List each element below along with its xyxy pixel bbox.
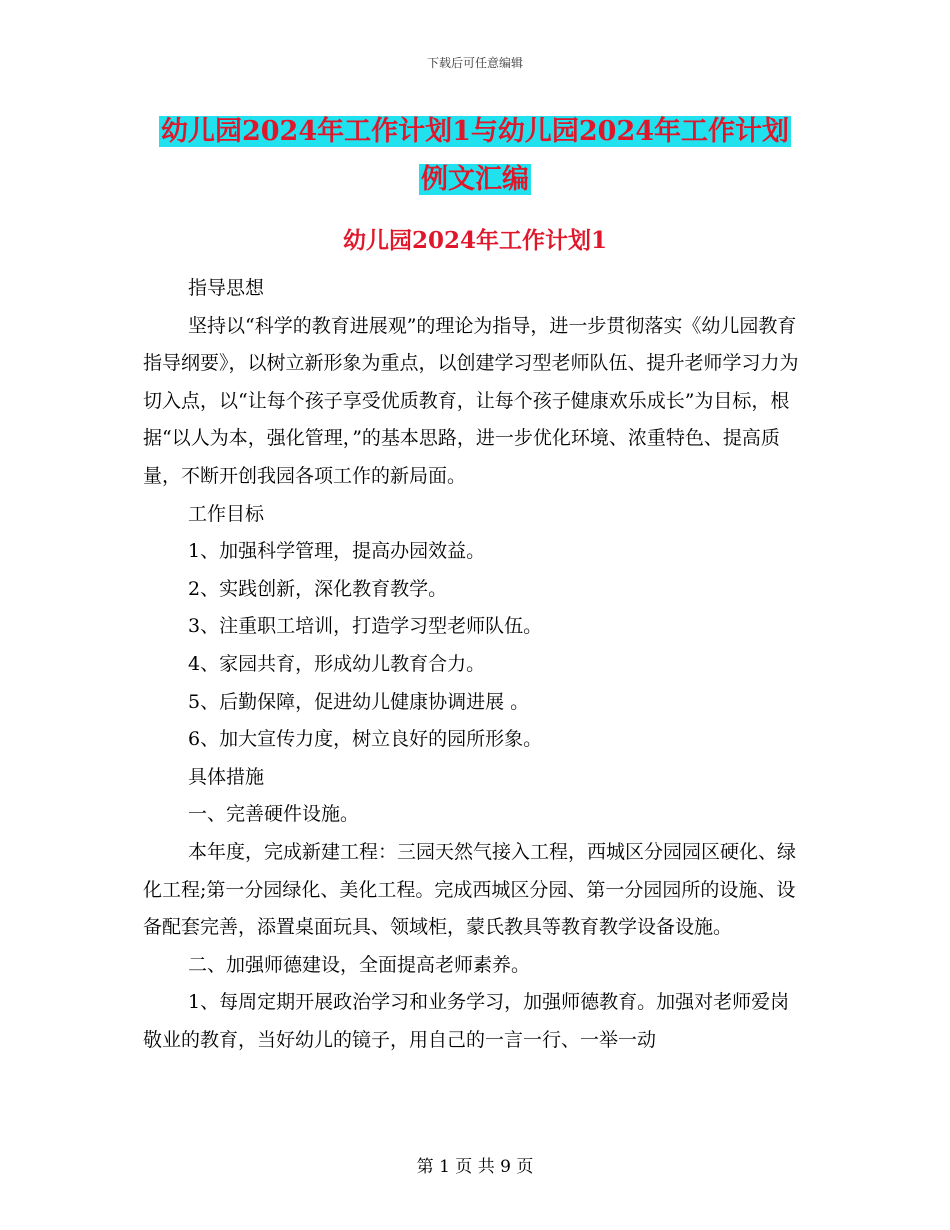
document-body (143, 270, 808, 1059)
paragraph-guiding-thought: 坚持以“科学的教育进展观”的理论为指导，进一步贯彻落实《幼儿园教育指导纲要》，以树立新形象为重点，以创建学习型老师队伍、提升老师学习力为切入点，以“让每个孩子享受优质教育，让每个孩子健康欢乐成长”为目标，根据“以人为本，强化管理，”的基本思路，进一步优化环境、浓重特色、提高质量，不断开创我园各项工作的新局面。 (143, 314, 799, 487)
heading-guiding-thought: 指导思想 (188, 277, 265, 299)
title-line-2: 例文汇编 (421, 164, 529, 195)
goal-item: 4、家园共育，形成幼儿教育合力。 (188, 652, 486, 675)
measure-heading: 一、完善硬件设施。 (188, 803, 360, 826)
goal-item: 3、注重职工培训，打造学习型老师队伍。 (188, 615, 543, 638)
heading-work-goals: 工作目标 (188, 502, 265, 525)
section-title: 幼儿园2024年工作计划1 (342, 227, 608, 254)
page-number: 第 1 页 共 9 页 (416, 1157, 534, 1177)
paragraph-facilities: 本年度，完成新建工程：三园天然气接入工程，西城区分园园区硬化、绿化工程;第一分园绿化、美化工程。完成西城区分园、第一分园园所的设施、设备配套完善，添置桌面玩具、领域柜，蒙氏教具等教育教学设备设施。 (143, 840, 797, 939)
goal-item: 6、加大宣传力度，树立良好的园所形象。 (188, 728, 543, 751)
page-header: 下载后可任意编辑 (426, 56, 523, 70)
goal-item: 1、加强科学管理，提高办园效益。 (188, 540, 486, 563)
goal-item: 2、实践创新，深化教育教学。 (188, 577, 448, 600)
heading-measures: 具体措施 (188, 765, 265, 788)
goal-item: 5、后勤保障，促进幼儿健康协调进展 。 (188, 690, 530, 713)
document-title (140, 108, 810, 204)
paragraph-ethics: 1、每周定期开展政治学习和业务学习，加强师德教育。加强对老师爱岗敬业的教育，当好幼儿的镜子，用自己的一言一行、一举一动 (143, 991, 790, 1051)
title-line-1: 幼儿园2024年工作计划1与幼儿园2024年工作计划 (160, 116, 790, 147)
measure-heading: 二、加强师德建设，全面提高老师素养。 (188, 953, 531, 976)
